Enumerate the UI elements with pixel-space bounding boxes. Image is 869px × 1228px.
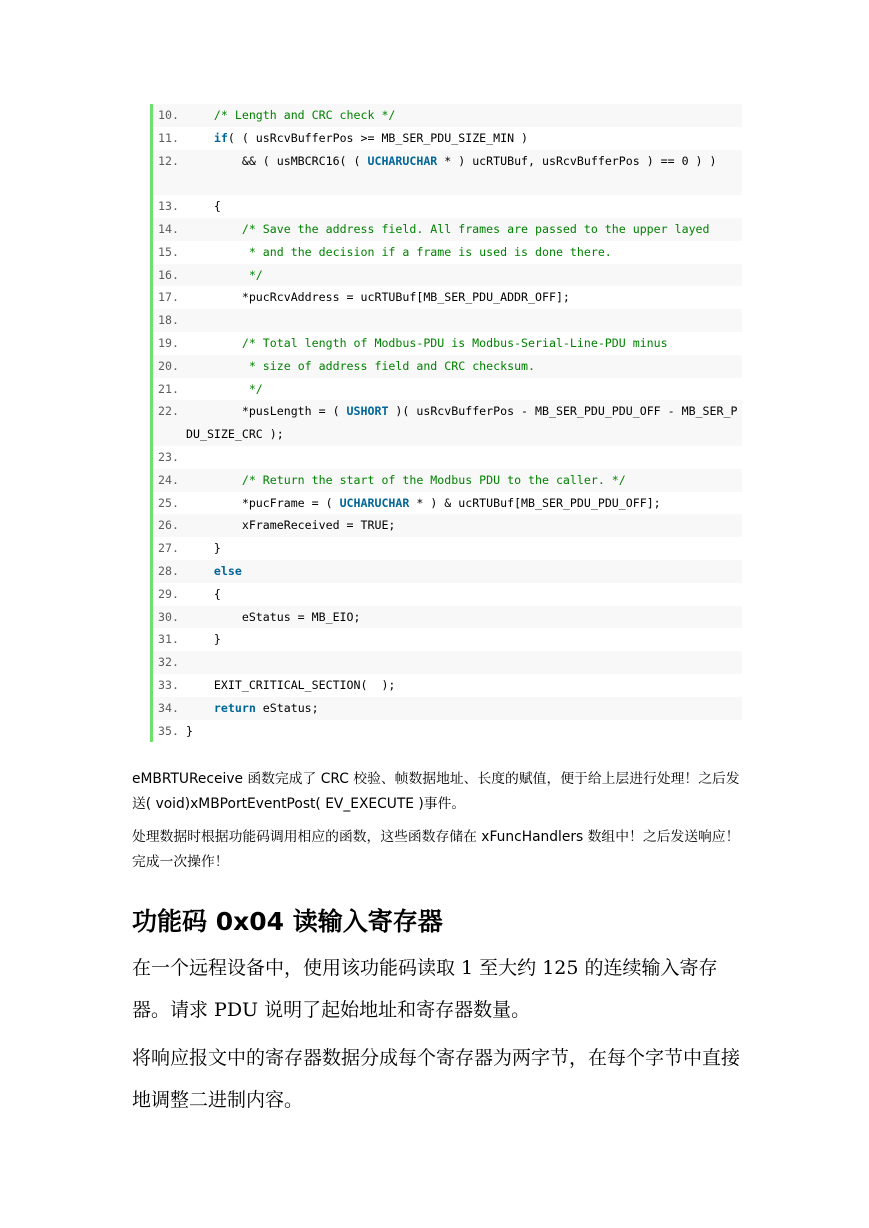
code-line [153, 537, 742, 560]
code-line [153, 400, 742, 446]
code-token: && ( usMBCRC16( ( [186, 153, 368, 168]
code-line [153, 560, 742, 583]
code-token: EXIT_CRITICAL_SECTION( ); [186, 677, 396, 692]
line-number: 33. [158, 677, 179, 692]
line-number: 12. [158, 153, 179, 168]
line-number: 10. [158, 108, 179, 122]
line-number: 19. [158, 335, 179, 350]
code-token [186, 359, 249, 373]
code-text [186, 628, 742, 651]
code-line [153, 492, 742, 515]
line-number: 25. [158, 495, 179, 510]
code-token [186, 701, 214, 715]
paragraph-receive-summary: eMBRTUReceive 函数完成了 CRC 校验、帧数据地址、长度的赋值，便于给上层进行处理！之后发送( void)xMBPortEventPost( EV_EXECUTE )事件。 [132, 771, 740, 812]
code-text [186, 514, 742, 537]
code-text [186, 469, 742, 492]
code-token: xFrameReceived = TRUE; [186, 518, 396, 533]
code-line [153, 195, 742, 218]
code-line [153, 720, 742, 743]
code-token: { [186, 586, 221, 601]
code-token [186, 382, 249, 396]
code-line [153, 286, 742, 309]
code-token: ( ( usRcvBufferPos >= MB_SER_PDU_SIZE_MIN ) [227, 130, 529, 145]
code-line [153, 446, 742, 469]
code-token: )( usRcvBufferPos - MB_SER_PDU_PDU_OFF - MB_SER_PDU_SIZE_CRC ); [186, 404, 738, 442]
code-line [153, 651, 742, 674]
code-text [186, 606, 742, 629]
code-text [186, 241, 742, 264]
code-token: } [186, 632, 221, 647]
code-comment: */ [248, 267, 263, 282]
code-text [186, 651, 742, 674]
code-token: *pucRcvAddress = ucRTUBuf[MB_SER_PDU_ADDR_OFF]; [186, 290, 570, 305]
code-token [186, 222, 242, 236]
line-number: 27. [158, 541, 179, 556]
code-text [186, 583, 742, 606]
code-token: * ) & ucRTUBuf[MB_SER_PDU_PDU_OFF]; [409, 495, 661, 510]
code-line [153, 628, 742, 651]
code-text [186, 537, 742, 560]
code-text [186, 286, 742, 309]
code-token [186, 131, 214, 145]
code-line [153, 583, 742, 606]
section-body-1: 在一个远程设备中，使用该功能码读取 1 至大约 125 的连续输入寄存器。请求 PDU 说明了起始地址和寄存器数量。 [132, 957, 718, 1021]
code-keyword: UCHARUCHAR [367, 153, 438, 168]
code-line [153, 241, 742, 264]
code-text [186, 720, 742, 743]
code-token [186, 564, 214, 578]
line-number: 16. [158, 267, 179, 282]
line-number: 11. [158, 130, 179, 145]
code-comment: /* Total length of Modbus-PDU is Modbus-Serial-Line-PDU minus [241, 335, 668, 350]
code-token [186, 268, 249, 282]
code-text [186, 492, 742, 515]
line-number: 13. [158, 199, 179, 214]
line-number: 34. [158, 700, 179, 715]
code-token: * ) ucRTUBuf, usRcvBufferPos ) == 0 ) ) [437, 153, 717, 168]
code-line [153, 332, 742, 355]
code-text [186, 446, 742, 469]
line-number: 22. [158, 404, 179, 419]
line-number: 26. [158, 518, 179, 533]
code-line [153, 697, 742, 720]
code-line [153, 355, 742, 378]
code-token: eStatus; [255, 700, 319, 715]
code-comment: * size of address field and CRC checksum. [248, 358, 536, 373]
code-token [186, 336, 242, 350]
code-keyword: USHORT [346, 404, 389, 419]
code-line [153, 309, 742, 332]
code-line [153, 674, 742, 697]
line-number: 17. [158, 290, 179, 305]
code-token: *pucFrame = ( [186, 495, 340, 510]
code-text [186, 195, 742, 218]
code-token: { [186, 199, 221, 214]
code-comment: /* Save the address field. All frames are passed to the upper layed [241, 221, 710, 236]
line-number: 28. [158, 563, 179, 578]
code-text [186, 674, 742, 697]
line-number: 14. [158, 221, 179, 236]
code-line [153, 127, 742, 150]
code-line [153, 378, 742, 401]
code-comment: /* Return the start of the Modbus PDU to the caller. */ [241, 472, 626, 487]
line-number: 20. [158, 358, 179, 373]
code-text [186, 218, 742, 241]
code-keyword: if [213, 130, 228, 145]
code-keyword: return [213, 700, 256, 715]
code-line [153, 104, 742, 127]
code-text [186, 104, 742, 127]
code-line [153, 150, 742, 196]
line-number: 15. [158, 244, 179, 259]
code-token: eStatus = MB_EIO; [186, 609, 361, 624]
line-number: 31. [158, 632, 179, 647]
code-keyword: else [213, 563, 242, 578]
code-token: } [186, 723, 193, 738]
line-number: 23. [158, 449, 179, 464]
section-heading: 功能码 0x04 读输入寄存器 [132, 907, 443, 936]
section-body-2: 将响应报文中的寄存器数据分成每个寄存器为两字节，在每个字节中直接地调整二进制内容。 [132, 1047, 741, 1111]
code-line [153, 218, 742, 241]
code-text [186, 150, 742, 196]
code-text [186, 309, 742, 332]
line-number: 21. [158, 381, 179, 396]
code-text [186, 697, 742, 720]
code-text [186, 332, 742, 355]
code-token [186, 245, 249, 259]
code-token: } [186, 541, 221, 556]
code-token: *pusLength = ( [186, 404, 347, 419]
code-line [153, 514, 742, 537]
line-number: 30. [158, 609, 179, 624]
code-text [186, 560, 742, 583]
code-line [153, 606, 742, 629]
line-number: 18. [158, 313, 179, 328]
code-token [186, 473, 242, 487]
code-keyword: UCHARUCHAR [339, 495, 410, 510]
code-text [186, 378, 742, 401]
code-text [186, 400, 742, 446]
code-text [186, 355, 742, 378]
line-number: 24. [158, 472, 179, 487]
code-text [186, 264, 742, 287]
code-block [150, 104, 742, 742]
code-text [186, 127, 742, 150]
code-comment: /* Length and CRC check */ [213, 108, 396, 122]
code-line [153, 264, 742, 287]
code-comment: * and the decision if a frame is used is done there. [248, 244, 612, 259]
line-number: 32. [158, 655, 179, 670]
code-line [153, 469, 742, 492]
line-number: 35. [158, 723, 179, 738]
code-comment: */ [248, 381, 263, 396]
line-number: 29. [158, 586, 179, 601]
code-token [186, 108, 214, 122]
paragraph-handler-summary: 处理数据时根据功能码调用相应的函数，这些函数存储在 xFuncHandlers 数组中！之后发送响应！完成一次操作！ [132, 829, 740, 870]
